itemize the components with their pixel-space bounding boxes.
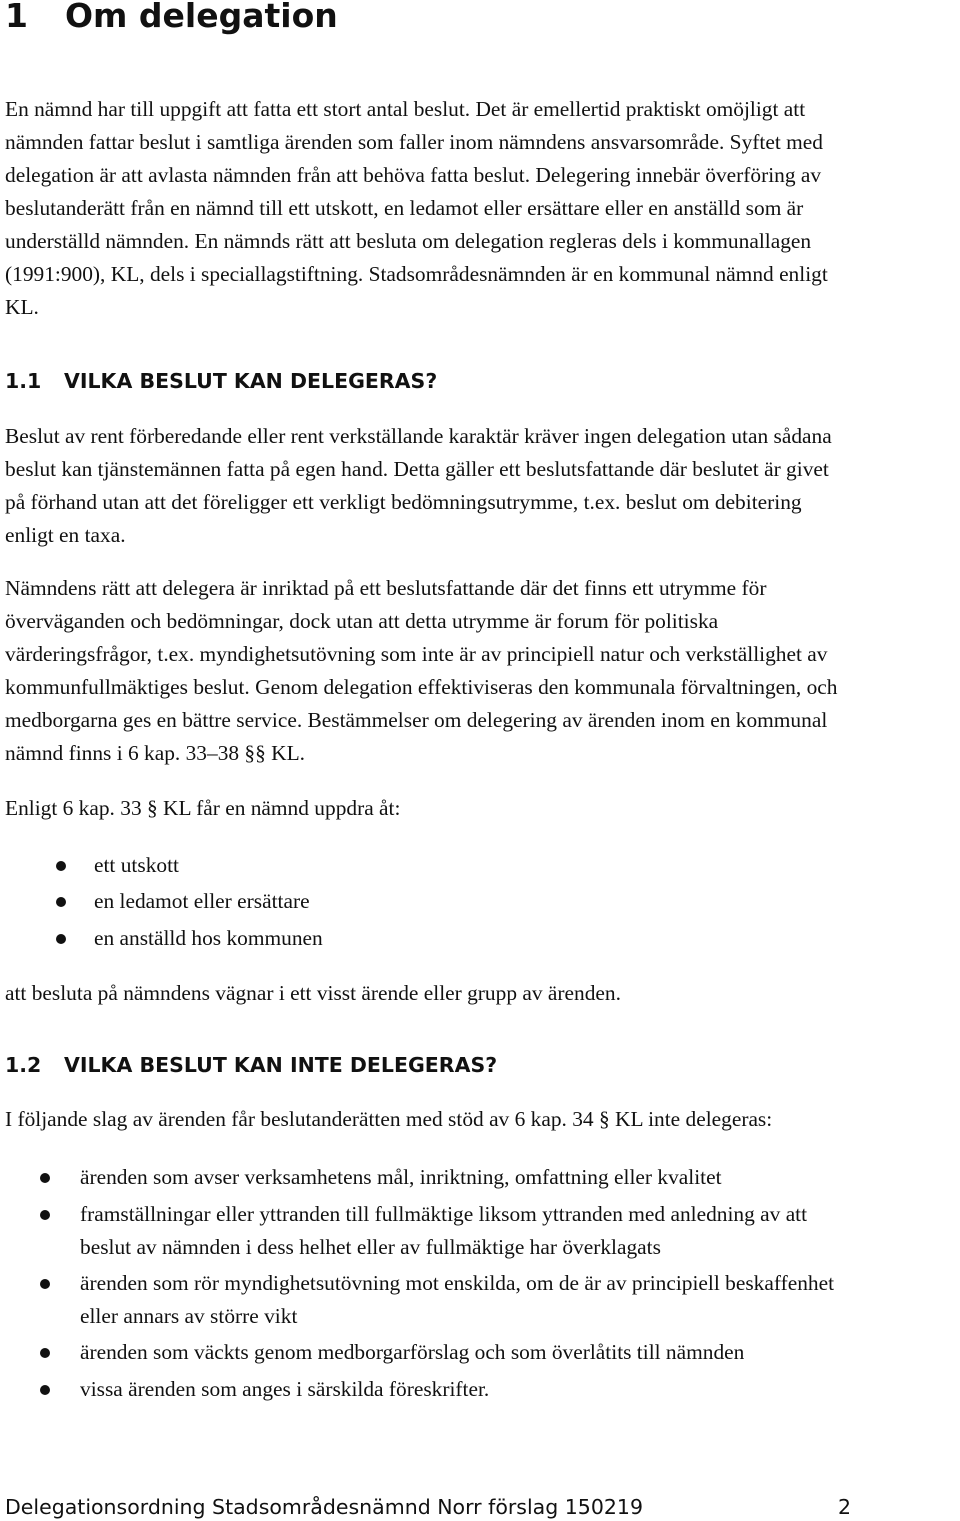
list-item [80,1267,834,1333]
list-item-text: en anställd hos kommunen [94,926,323,950]
text-line: delegation är att avlasta nämnden från att behöva fatta beslut. Delegering innebär överföring av [5,163,822,187]
list-item [94,849,179,882]
list-item-text: ärenden som rör myndighetsutövning mot enskilda, om de är av principiell beskaffenhet [80,1271,835,1295]
text-line: på förhand utan att det föreligger ett verkligt bedömningsutrymme, t.ex. beslut om debitering [5,490,802,514]
list-item-text: vissa ärenden som anges i särskilda föreskrifter. [80,1377,490,1401]
text-line: beslut kan tjänstemännen fatta på egen hand. Detta gäller ett beslutsfattande där beslutet är givet [5,457,829,481]
list-item-text: framställningar eller yttranden till fullmäktige liksom yttranden med anledning av att [80,1202,808,1226]
section-heading-1-2 [5,1051,497,1079]
text-line: KL. [5,295,39,319]
text-line: nämnden fattar beslut i samtliga ärenden som faller inom nämndens ansvarsområde. Syftet med [5,130,823,154]
bullet-icon [56,934,66,944]
list-item-text: ärenden som väckts genom medborgarförslag och som överlåtits till nämnden [80,1340,745,1364]
text-line: beslutanderätt från en nämnd till ett utskott, en ledamot eller ersättare eller en anställd som är [5,196,804,220]
list-item [80,1336,744,1369]
list-item [94,885,310,918]
text-line: (1991:900), KL, dels i speciallagstiftning. Stadsområdesnämnden är en kommunal nämnd enligt [5,262,828,286]
heading-number: 1.1 [5,369,42,393]
list-item [80,1198,807,1264]
text-line: enligt en taxa. [5,523,126,547]
bullet-icon [40,1173,50,1183]
heading-number: 1.2 [5,1053,42,1077]
text-line: nämnd finns i 6 kap. 33–38 §§ KL. [5,741,306,765]
bullet-icon [56,897,66,907]
bullet-icon [40,1385,50,1395]
text-line: medborgarna ges en bättre service. Bestämmelser om delegering av ärenden inom en kommunal [5,708,828,732]
bullet-icon [56,861,66,871]
list-item [80,1373,489,1406]
paragraph-non-delegable-intro [5,1103,955,1136]
heading-title: VILKA BESLUT KAN INTE DELEGERAS? [64,1053,498,1077]
text-line: underställd nämnden. En nämnds rätt att besluta om delegation regleras dels i kommunallagen [5,229,812,253]
list-item-text: en ledamot eller ersättare [94,889,310,913]
text-line: En nämnd har till uppgift att fatta ett stort antal beslut. Det är emellertid praktiskt omöjligt att [5,97,806,121]
heading-title: VILKA BESLUT KAN DELEGERAS? [64,369,438,393]
text-line: kommunfullmäktiges beslut. Genom delegation effektiviseras den kommunala förvaltningen, och [5,675,838,699]
paragraph-list-intro [5,792,955,825]
intro-paragraph [5,93,955,324]
list-item-text: ärenden som avser verksamhetens mål, inriktning, omfattning eller kvalitet [80,1165,722,1189]
bullet-icon [40,1210,50,1220]
text-line: att besluta på nämndens vägnar i ett visst ärende eller grupp av ärenden. [5,981,621,1005]
list-item-text: eller annars av större vikt [80,1304,298,1328]
list-item-text: ett utskott [94,853,179,877]
page-heading [5,0,338,36]
text-line: Beslut av rent förberedande eller rent verkställande karaktär kräver ingen delegation utan sådana [5,424,832,448]
footer-page-number: 2 [838,1495,852,1519]
paragraph-list-outro [5,977,955,1010]
footer-document-title: Delegationsordning Stadsområdesnämnd Norr förslag 150219 [5,1495,644,1519]
text-line: Enligt 6 kap. 33 § KL får en nämnd uppdra åt: [5,796,401,820]
text-line: Nämndens rätt att delegera är inriktad på ett beslutsfattande där det finns ett utrymme för [5,576,767,600]
list-item [80,1161,722,1194]
heading-title: Om delegation [65,0,338,35]
bullet-icon [40,1348,50,1358]
heading-number: 1 [5,0,28,35]
bullet-icon [40,1279,50,1289]
text-line: värderingsfrågor, t.ex. myndighetsutövning som inte är av principiell natur och verkställighet av [5,642,828,666]
list-item-text: beslut av nämnden i dess helhet eller av fullmäktige har överklagats [80,1235,661,1259]
text-line: I följande slag av ärenden får beslutanderätten med stöd av 6 kap. 34 § KL inte delegeras: [5,1107,773,1131]
section-heading-1-1 [5,367,437,395]
paragraph-preparatory-decisions [5,420,955,552]
list-item [94,922,323,955]
text-line: överväganden och bedömningar, dock utan att detta utrymme är forum för politiska [5,609,719,633]
paragraph-delegation-rights [5,572,955,770]
